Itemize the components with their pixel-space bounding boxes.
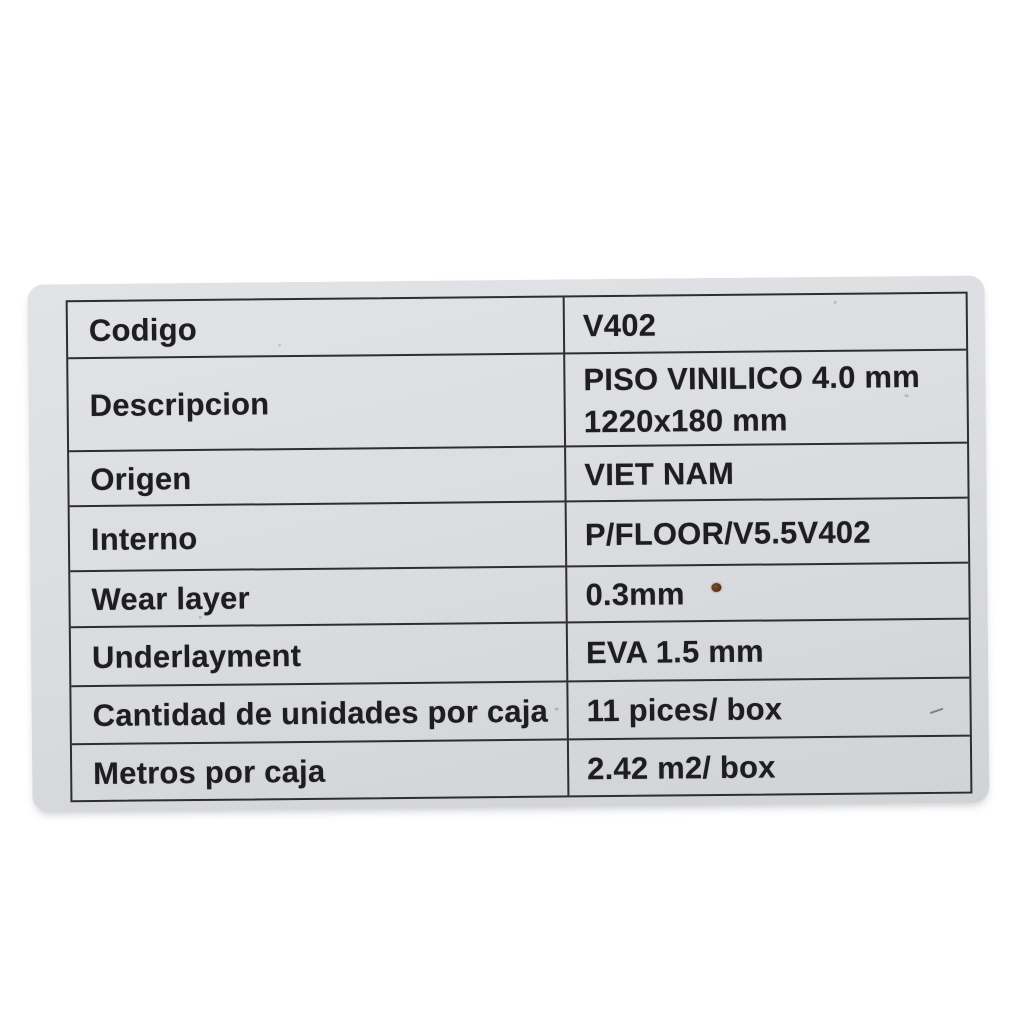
spec-row <box>68 294 966 358</box>
field-value <box>569 737 971 796</box>
field-name: Descripcion <box>68 354 566 450</box>
field-value <box>565 294 967 353</box>
spec-row <box>70 562 968 627</box>
spec-row <box>68 349 967 451</box>
value-line: EVA 1.5 mm <box>585 633 764 670</box>
field-name: Codigo <box>68 297 566 357</box>
field-name: Underlayment <box>71 623 569 685</box>
spec-row <box>71 618 970 686</box>
value-line: 1220x180 mm <box>583 401 788 439</box>
field-value <box>568 679 970 739</box>
field-name: Origen <box>69 447 566 505</box>
field-name: Metros por caja <box>72 740 570 800</box>
field-name: Interno <box>70 502 568 570</box>
spec-row <box>72 735 971 801</box>
spec-table <box>66 292 973 803</box>
field-value <box>565 351 967 446</box>
spec-row <box>70 497 969 571</box>
spec-row <box>71 677 970 744</box>
field-value <box>567 564 968 622</box>
value-line: VIET NAM <box>584 455 735 492</box>
spec-row <box>69 442 967 506</box>
value-line: PISO VINILICO 4.0 mm <box>583 358 921 397</box>
value-line: V402 <box>582 307 657 343</box>
value-line: P/FLOOR/V5.5V402 <box>584 514 871 552</box>
field-value <box>568 620 970 681</box>
product-spec-label <box>27 275 989 811</box>
value-line: 2.42 m2/ box <box>586 748 776 786</box>
field-name: Wear layer <box>70 567 567 626</box>
field-value <box>567 499 969 566</box>
value-line: 11 pices/ box <box>586 691 783 729</box>
field-value <box>566 444 967 501</box>
value-line: 0.3mm <box>585 576 685 613</box>
field-name: Cantidad de unidades por caja <box>71 682 569 743</box>
